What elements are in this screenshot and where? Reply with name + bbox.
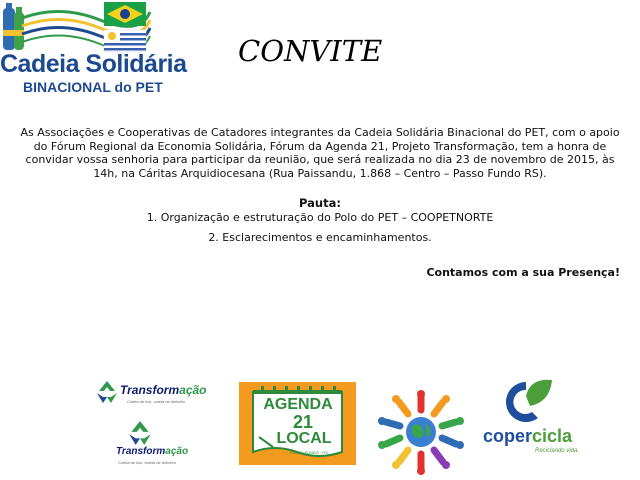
people-globe-icon bbox=[376, 388, 466, 476]
coopercicla-tagline: Reciclando vida. bbox=[535, 448, 580, 454]
brand-name-part: ação bbox=[165, 446, 189, 457]
brand-tagline: Coleta de lixo, coleta de dinheiro bbox=[118, 460, 177, 465]
brand-name-part: Transform bbox=[116, 446, 166, 457]
brand-name-part: coper bbox=[483, 426, 533, 446]
transformacao-logo bbox=[116, 419, 189, 467]
agenda-21-logo bbox=[239, 382, 356, 465]
brand-name-part: ação bbox=[179, 383, 207, 397]
coopercicla-wordmark bbox=[483, 426, 572, 447]
invitation-paragraph: As Associações e Cooperativas de Catadores integrantes da Cadeia Solidária Binacional do PET, com o apoio do Fórum Regional da Economia Solidária, Fórum da Agenda 21, Projeto Transformação, tem a honra de convidar vossa senhoria para participar da reunião, que será realizada no dia 23 de novembro de 2015, às 14h, na Cáritas Arquidiocesana (Rua Paissandu, 1.868 – Centro – Passo Fundo RS). bbox=[20, 126, 620, 180]
cadeia-solidaria-logo bbox=[0, 0, 187, 108]
agenda-heading: Pauta: bbox=[299, 196, 341, 210]
transformacao-logo bbox=[93, 379, 208, 409]
brand-name-part: Transform bbox=[120, 383, 180, 397]
agenda-item: 1. Organização e estruturação do Polo do PET – COOPETNORTE bbox=[146, 211, 494, 224]
logo-title-text: Cadeia Solidária bbox=[0, 50, 187, 78]
logo-subtitle-text: BINACIONAL do PET bbox=[23, 79, 163, 95]
closing-line: Contamos com a sua Presença! bbox=[426, 266, 620, 279]
agenda-word: AGENDA bbox=[263, 396, 333, 413]
recycle-icon bbox=[124, 419, 156, 447]
leaf-c-icon bbox=[496, 376, 556, 426]
recycle-icon bbox=[93, 379, 121, 405]
people-circle-globe-logo bbox=[376, 388, 466, 476]
agenda-item: 2. Esclarecimentos e encaminhamentos. bbox=[208, 231, 432, 244]
agenda-number: 21 bbox=[292, 412, 314, 432]
logo-graphic bbox=[0, 0, 155, 56]
agenda-word: LOCAL bbox=[276, 430, 332, 447]
brand-tagline: Coleta de lixo, coleta de dinheiro bbox=[127, 399, 186, 404]
agenda-place: PASSO FUNDO - RS bbox=[290, 450, 328, 455]
document-title: CONVITE bbox=[238, 34, 383, 68]
coopercicla-symbol bbox=[496, 376, 556, 426]
brand-name-part: cicla bbox=[532, 426, 573, 446]
